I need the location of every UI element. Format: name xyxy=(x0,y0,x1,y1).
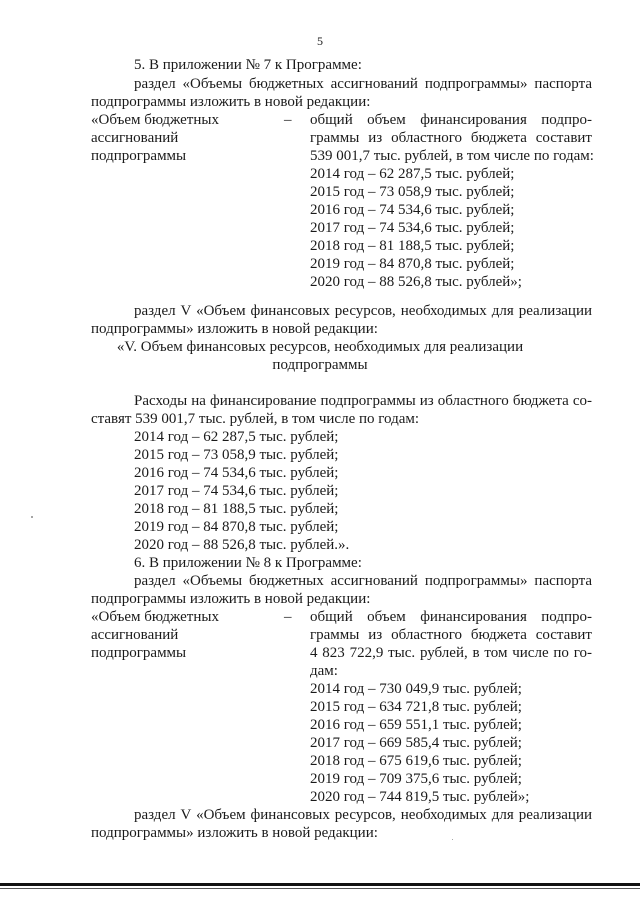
year-line: 2018 год – 81 188,5 тыс. рублей; xyxy=(134,501,339,517)
section-v-line-1: раздел V «Объем финансовых ресурсов, необходимых для реализации xyxy=(134,303,592,319)
year-line: 2018 год – 675 619,6 тыс. рублей; xyxy=(310,753,522,769)
total-line-3: 4 823 722,9 тыс. рублей, в том числе по го- xyxy=(310,645,592,661)
section-5-intro-line-2: подпрограммы изложить в новой редакции: xyxy=(91,94,371,110)
year-line: 2020 год – 88 526,8 тыс. рублей.». xyxy=(134,537,350,553)
scan-edge-line xyxy=(0,883,640,886)
year-line: 2014 год – 62 287,5 тыс. рублей; xyxy=(310,166,515,182)
scan-speck xyxy=(31,516,33,518)
expenses-line-2: ставят 539 001,7 тыс. рублей, в том числе по годам: xyxy=(91,411,420,427)
year-line: 2016 год – 74 534,6 тыс. рублей; xyxy=(134,465,339,481)
year-line: 2014 год – 62 287,5 тыс. рублей; xyxy=(134,429,339,445)
year-line: 2020 год – 88 526,8 тыс. рублей»; xyxy=(310,274,522,290)
section-v-title-line-2: подпрограммы xyxy=(272,357,368,373)
scan-edge-line xyxy=(0,888,640,889)
section-6-intro-line-1: раздел «Объемы бюджетных ассигнований подпрограммы» паспорта xyxy=(134,573,592,589)
section-v-line-2: подпрограммы» изложить в новой редакции: xyxy=(91,321,378,337)
year-line: 2018 год – 81 188,5 тыс. рублей; xyxy=(310,238,515,254)
total-line-2: граммы из областного бюджета составит xyxy=(310,627,592,643)
total-line-1: общий объем финансирования подпро- xyxy=(310,609,592,625)
passport-label-line-2: ассигнований xyxy=(91,130,179,146)
section-5-heading: 5. В приложении № 7 к Программе: xyxy=(134,57,362,73)
scan-speck xyxy=(452,839,453,840)
year-line: 2019 год – 84 870,8 тыс. рублей; xyxy=(310,256,515,272)
year-line: 2017 год – 669 585,4 тыс. рублей; xyxy=(310,735,522,751)
year-line: 2015 год – 634 721,8 тыс. рублей; xyxy=(310,699,522,715)
section-5-intro-line-1: раздел «Объемы бюджетных ассигнований подпрограммы» паспорта xyxy=(134,76,592,92)
passport-label-line-1: «Объем бюджетных xyxy=(91,112,219,128)
passport-label-line-2: ассигнований xyxy=(91,627,179,643)
section-v-line-2: подпрограммы» изложить в новой редакции: xyxy=(91,825,378,841)
year-line: 2014 год – 730 049,9 тыс. рублей; xyxy=(310,681,522,697)
passport-label-line-1: «Объем бюджетных xyxy=(91,609,219,625)
year-line: 2016 год – 74 534,6 тыс. рублей; xyxy=(310,202,515,218)
year-line: 2015 год – 73 058,9 тыс. рублей; xyxy=(134,447,339,463)
total-line-4: дам: xyxy=(310,663,338,679)
section-6-intro-line-2: подпрограммы изложить в новой редакции: xyxy=(91,591,371,607)
section-v-line-1: раздел V «Объем финансовых ресурсов, необходимых для реализации xyxy=(134,807,592,823)
year-line: 2017 год – 74 534,6 тыс. рублей; xyxy=(310,220,515,236)
total-line-1: общий объем финансирования подпро- xyxy=(310,112,592,128)
year-line: 2020 год – 744 819,5 тыс. рублей»; xyxy=(310,789,530,805)
total-line-2: граммы из областного бюджета составит xyxy=(310,130,592,146)
year-line: 2019 год – 709 375,6 тыс. рублей; xyxy=(310,771,522,787)
passport-label-line-3: подпрограммы xyxy=(91,148,187,164)
passport-dash: – xyxy=(284,609,292,625)
section-v-title-line-1: «V. Объем финансовых ресурсов, необходимых для реализации xyxy=(116,339,524,355)
section-6-heading: 6. В приложении № 8 к Программе: xyxy=(134,555,362,571)
passport-label-line-3: подпрограммы xyxy=(91,645,187,661)
year-line: 2019 год – 84 870,8 тыс. рублей; xyxy=(134,519,339,535)
expenses-line-1: Расходы на финансирование подпрограммы из областного бюджета со- xyxy=(134,393,592,409)
passport-dash: – xyxy=(284,112,292,128)
total-line-3: 539 001,7 тыс. рублей, в том числе по годам: xyxy=(310,148,594,164)
year-line: 2016 год – 659 551,1 тыс. рублей; xyxy=(310,717,522,733)
year-line: 2017 год – 74 534,6 тыс. рублей; xyxy=(134,483,339,499)
page-number: 5 xyxy=(317,34,323,48)
year-line: 2015 год – 73 058,9 тыс. рублей; xyxy=(310,184,515,200)
